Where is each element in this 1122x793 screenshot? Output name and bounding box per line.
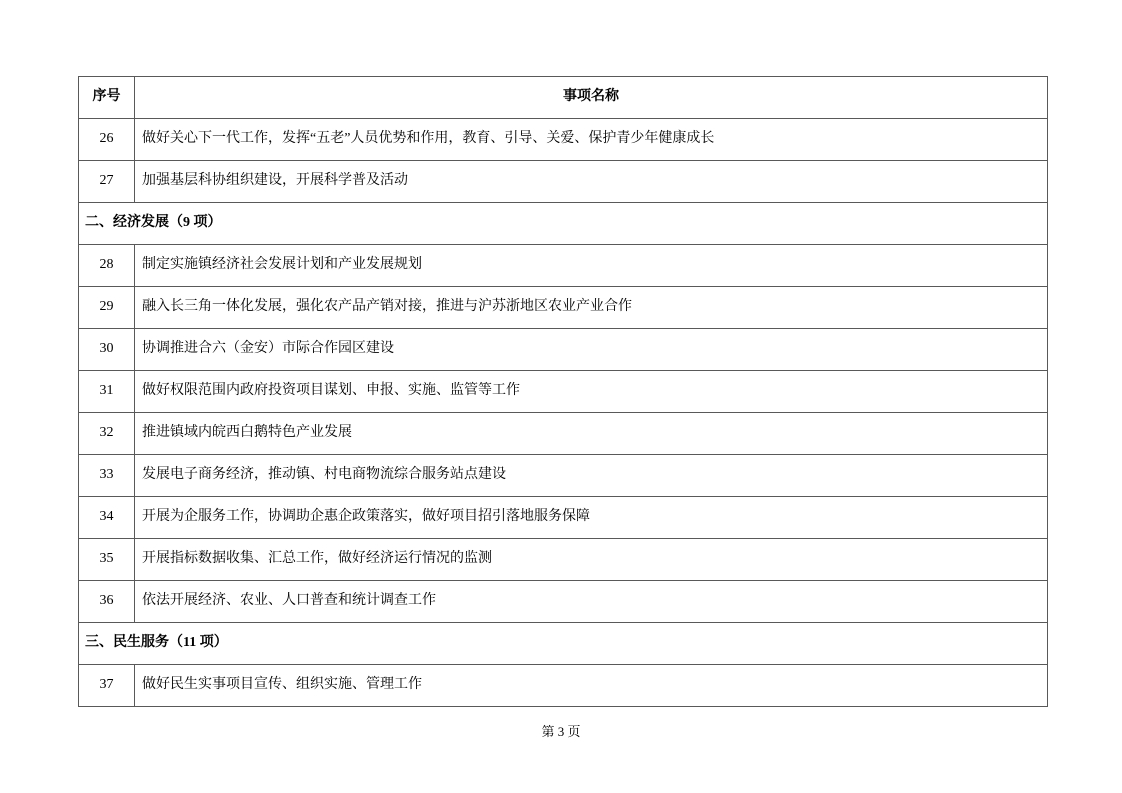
- header-row: [79, 77, 1048, 119]
- table-row: [79, 287, 1048, 329]
- column-header-serial-number: 序号: [79, 77, 135, 119]
- item-name: 推进镇域内皖西白鹅特色产业发展: [135, 413, 1048, 455]
- item-serial-number: 26: [79, 119, 135, 161]
- item-name: 制定实施镇经济社会发展计划和产业发展规划: [135, 245, 1048, 287]
- item-name: 开展为企服务工作，协调助企惠企政策落实，做好项目招引落地服务保障: [135, 497, 1048, 539]
- item-serial-number: 33: [79, 455, 135, 497]
- table-row: [79, 581, 1048, 623]
- table-row: [79, 413, 1048, 455]
- table-body: [79, 119, 1048, 707]
- item-serial-number: 35: [79, 539, 135, 581]
- page-number: 第 3 页: [541, 724, 581, 739]
- item-name: 开展指标数据收集、汇总工作，做好经济运行情况的监测: [135, 539, 1048, 581]
- item-serial-number: 27: [79, 161, 135, 203]
- table-row: [79, 371, 1048, 413]
- table-row: [79, 665, 1048, 707]
- table-row: [79, 329, 1048, 371]
- item-name: 依法开展经济、农业、人口普查和统计调查工作: [135, 581, 1048, 623]
- item-serial-number: 36: [79, 581, 135, 623]
- item-serial-number: 30: [79, 329, 135, 371]
- item-name: 做好民生实事项目宣传、组织实施、管理工作: [135, 665, 1048, 707]
- item-name: 发展电子商务经济，推动镇、村电商物流综合服务站点建设: [135, 455, 1048, 497]
- table-row: [79, 161, 1048, 203]
- section-row: [79, 203, 1048, 245]
- item-serial-number: 34: [79, 497, 135, 539]
- item-serial-number: 37: [79, 665, 135, 707]
- item-serial-number: 29: [79, 287, 135, 329]
- table-row: [79, 245, 1048, 287]
- item-name: 做好权限范围内政府投资项目谋划、申报、实施、监管等工作: [135, 371, 1048, 413]
- item-serial-number: 32: [79, 413, 135, 455]
- table-header: [79, 77, 1048, 119]
- item-name: 加强基层科协组织建设，开展科学普及活动: [135, 161, 1048, 203]
- section-row: [79, 623, 1048, 665]
- table-row: [79, 119, 1048, 161]
- item-serial-number: 28: [79, 245, 135, 287]
- item-name: 协调推进合六（金安）市际合作园区建设: [135, 329, 1048, 371]
- items-table: [78, 76, 1048, 707]
- table-row: [79, 497, 1048, 539]
- item-name: 做好关心下一代工作，发挥“五老”人员优势和作用，教育、引导、关爱、保护青少年健康成长: [135, 119, 1048, 161]
- table-row: [79, 455, 1048, 497]
- item-serial-number: 31: [79, 371, 135, 413]
- column-header-item-name: 事项名称: [135, 77, 1048, 119]
- table-row: [79, 539, 1048, 581]
- section-title: 二、经济发展（9 项）: [79, 203, 1048, 245]
- section-title: 三、民生服务（11 项）: [79, 623, 1048, 665]
- item-name: 融入长三角一体化发展，强化农产品产销对接，推进与沪苏浙地区农业产业合作: [135, 287, 1048, 329]
